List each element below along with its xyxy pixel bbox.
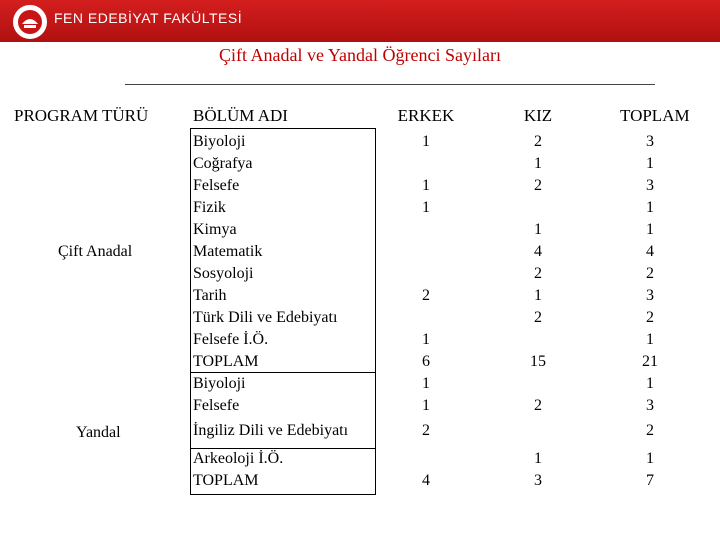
- male-count-cell: 1: [422, 199, 430, 216]
- table-divider-right: [375, 128, 376, 494]
- table-divider-bottom: [190, 494, 376, 495]
- department-cell: Tarih: [193, 287, 227, 304]
- table-divider-left: [190, 128, 191, 494]
- total-count-cell: 3: [646, 397, 654, 414]
- total-count-cell: 1: [646, 155, 654, 172]
- total-count-cell: 2: [646, 422, 654, 439]
- total-count-cell: 3: [646, 177, 654, 194]
- male-count-cell: 6: [422, 353, 430, 370]
- female-count-cell: 2: [534, 265, 542, 282]
- department-cell: Sosyoloji: [193, 265, 254, 282]
- total-count-cell: 7: [646, 472, 654, 489]
- group-label-minor: Yandal: [76, 424, 121, 441]
- column-header-department: BÖLÜM ADI: [193, 106, 288, 125]
- department-cell: Arkeoloji İ.Ö.: [193, 450, 284, 467]
- female-count-cell: 4: [534, 243, 542, 260]
- male-count-cell: 1: [422, 177, 430, 194]
- male-count-cell: 2: [422, 287, 430, 304]
- total-count-cell: 3: [646, 133, 654, 150]
- table-divider-top: [190, 128, 376, 129]
- total-count-cell: 21: [642, 353, 658, 370]
- department-cell: Türk Dili ve Edebiyatı: [193, 309, 338, 326]
- total-count-cell: 1: [646, 331, 654, 348]
- total-count-cell: 1: [646, 375, 654, 392]
- total-count-cell: 1: [646, 221, 654, 238]
- male-count-cell: 1: [422, 331, 430, 348]
- male-count-cell: 4: [422, 472, 430, 489]
- university-logo-icon: [12, 4, 48, 40]
- department-cell: İngiliz Dili ve Edebiyatı: [193, 422, 349, 439]
- column-header-program: PROGRAM TÜRÜ: [14, 106, 149, 125]
- female-count-cell: 1: [534, 450, 542, 467]
- female-count-cell: 2: [534, 133, 542, 150]
- total-count-cell: 2: [646, 265, 654, 282]
- male-count-cell: 1: [422, 133, 430, 150]
- department-cell: TOPLAM: [193, 472, 259, 489]
- column-header-male: ERKEK: [397, 106, 455, 125]
- group-label-double-major: Çift Anadal: [58, 243, 133, 260]
- total-count-cell: 1: [646, 450, 654, 467]
- department-cell: Felsefe: [193, 397, 240, 414]
- female-count-cell: 2: [534, 309, 542, 326]
- male-count-cell: 1: [422, 375, 430, 392]
- female-count-cell: 2: [534, 397, 542, 414]
- female-count-cell: 1: [534, 155, 542, 172]
- male-count-cell: 1: [422, 397, 430, 414]
- department-cell: Biyoloji: [193, 375, 246, 392]
- header-bar: [0, 0, 720, 42]
- male-count-cell: 2: [422, 422, 430, 439]
- column-header-total: TOPLAM: [620, 106, 690, 125]
- title-divider: [125, 84, 655, 85]
- female-count-cell: 1: [534, 221, 542, 238]
- department-cell: Kimya: [193, 221, 237, 238]
- page-title: Çift Anadal ve Yandal Öğrenci Sayıları: [219, 45, 501, 65]
- female-count-cell: 3: [534, 472, 542, 489]
- total-count-cell: 3: [646, 287, 654, 304]
- department-cell: Matematik: [193, 243, 263, 260]
- department-cell: Fizik: [193, 199, 226, 216]
- female-count-cell: 1: [534, 287, 542, 304]
- female-count-cell: 2: [534, 177, 542, 194]
- total-count-cell: 2: [646, 309, 654, 326]
- department-cell: Biyoloji: [193, 133, 246, 150]
- total-count-cell: 1: [646, 199, 654, 216]
- faculty-name: FEN EDEBİYAT FAKÜLTESİ: [54, 10, 243, 26]
- department-cell: Coğrafya: [193, 155, 253, 172]
- department-cell: Felsefe: [193, 177, 240, 194]
- department-cell: TOPLAM: [193, 353, 259, 370]
- department-cell: Felsefe İ.Ö.: [193, 331, 269, 348]
- column-header-female: KIZ: [523, 106, 553, 125]
- total-count-cell: 4: [646, 243, 654, 260]
- female-count-cell: 15: [530, 353, 546, 370]
